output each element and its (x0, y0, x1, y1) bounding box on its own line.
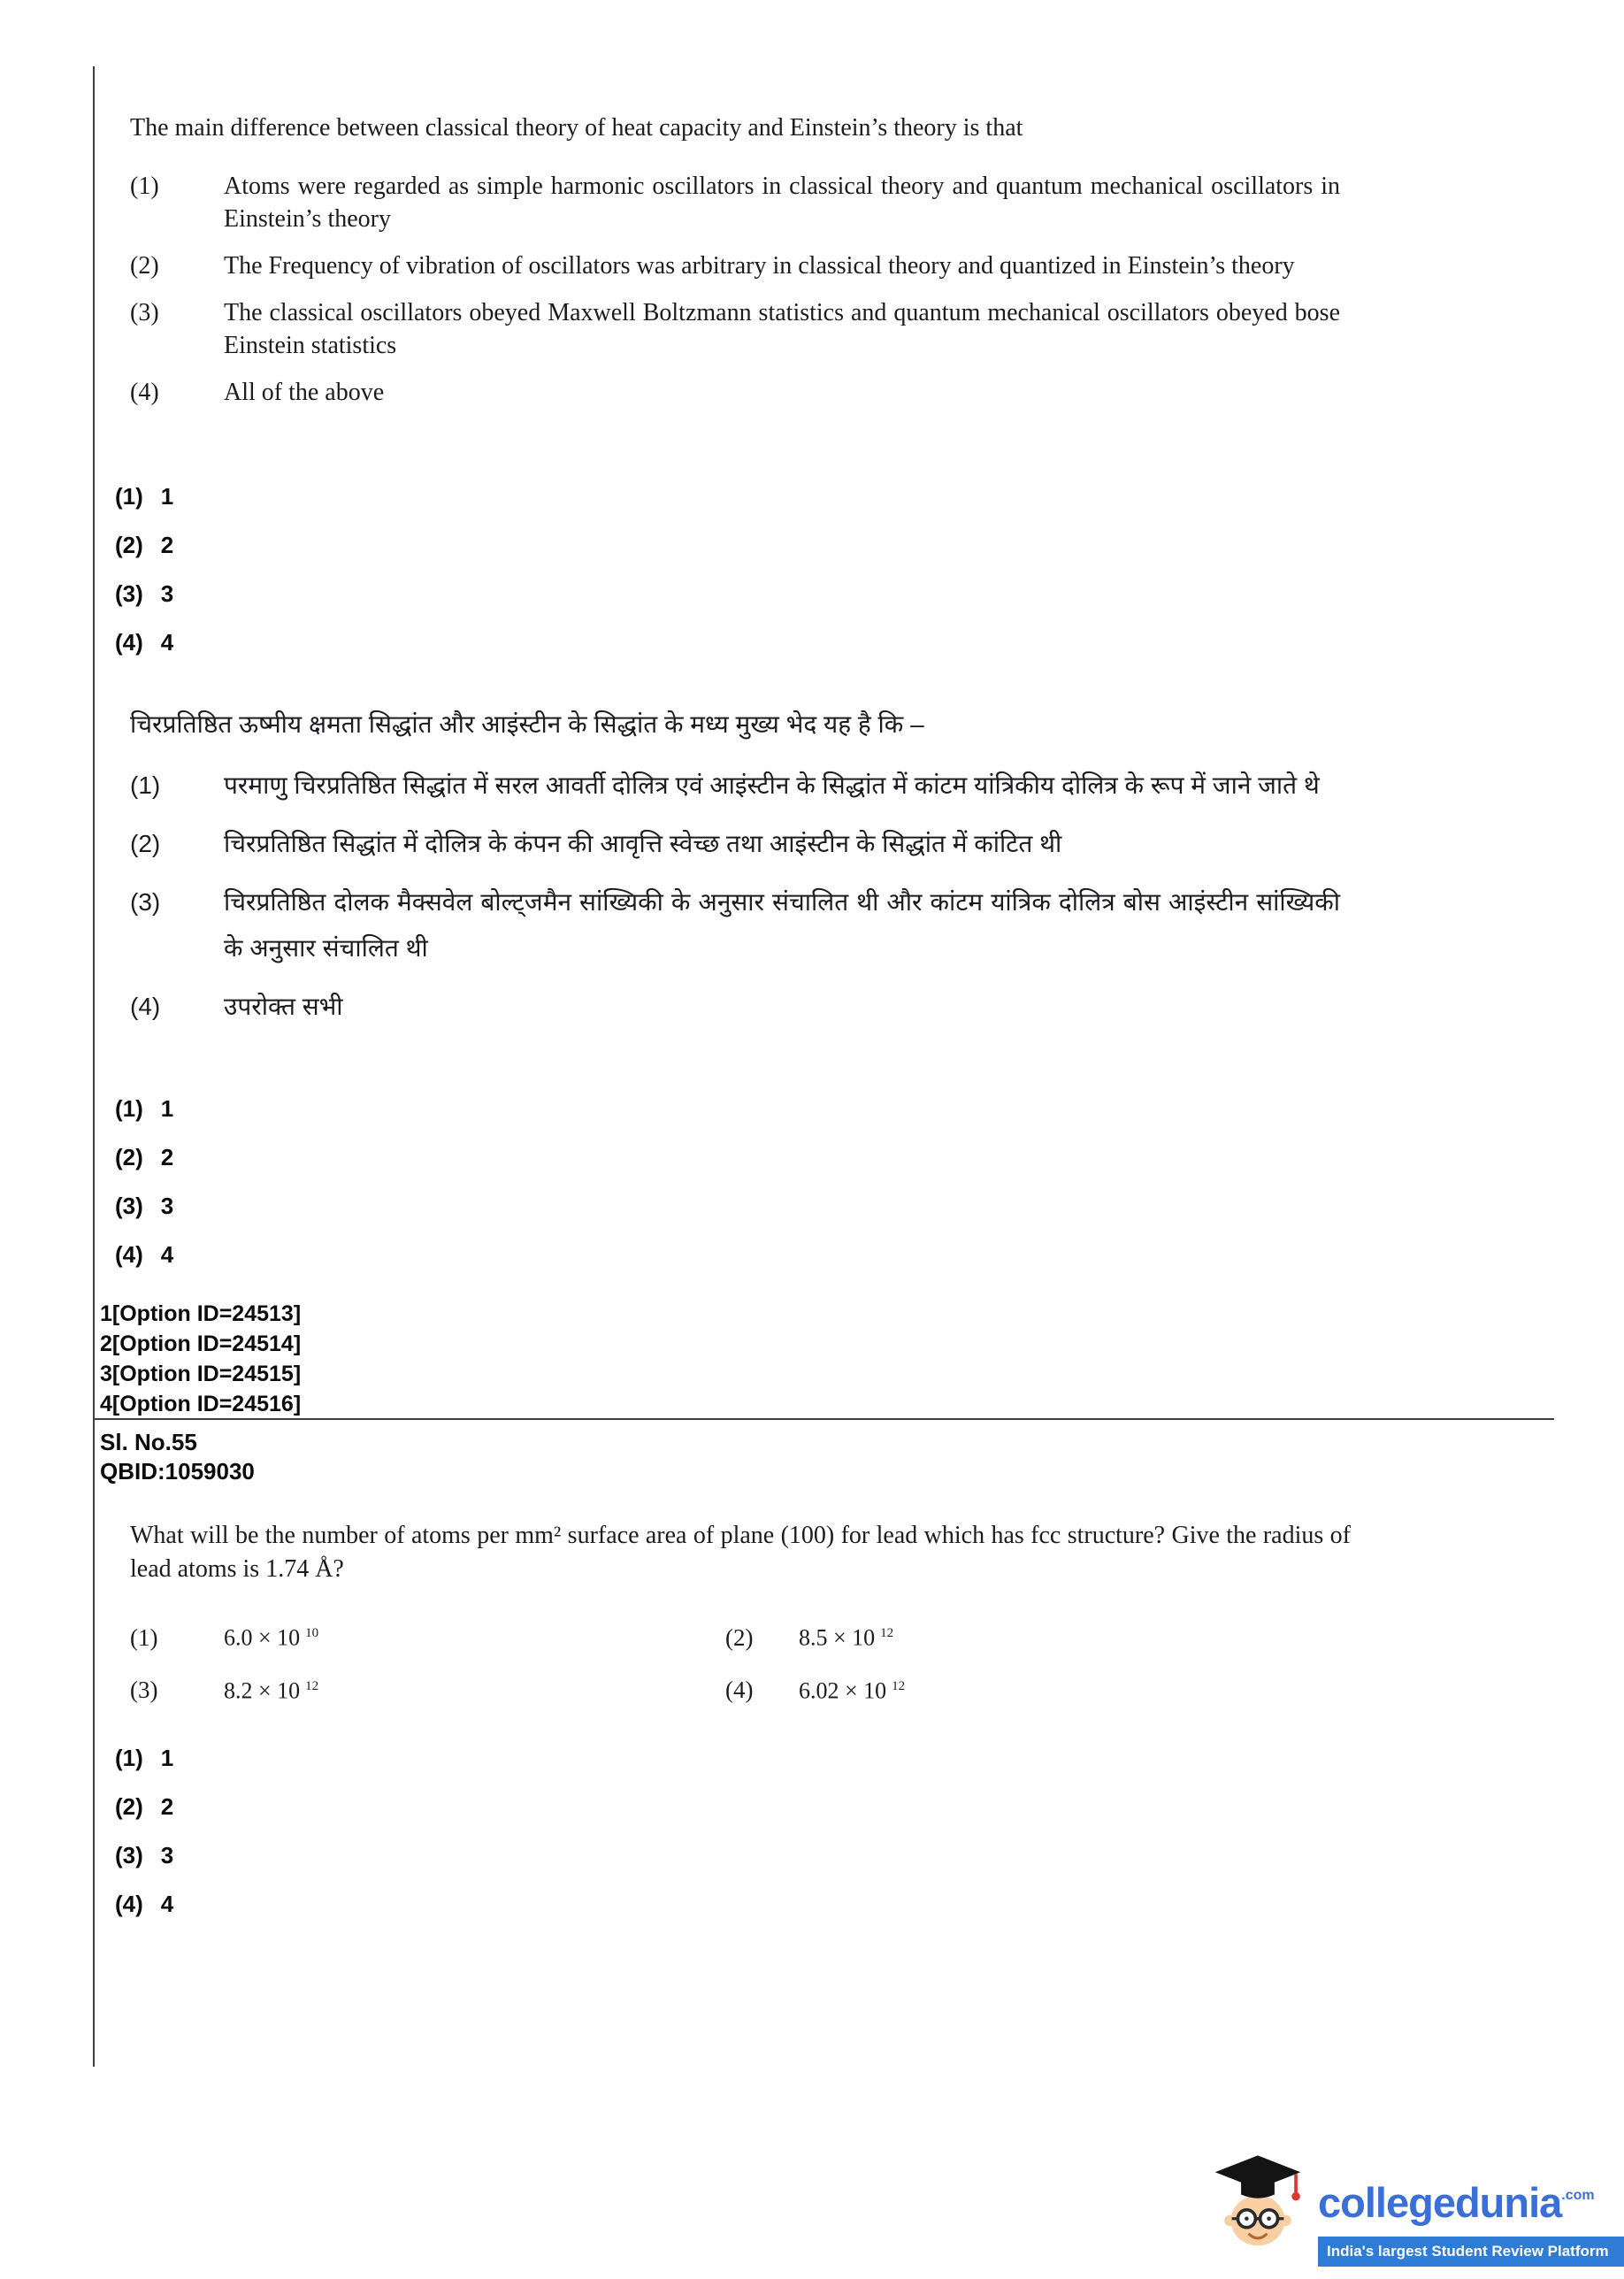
option-number: (2) (130, 830, 161, 857)
option-row (130, 984, 1346, 1030)
option-row (130, 763, 1346, 809)
option-row (130, 296, 1342, 362)
option-number: (4) (130, 993, 161, 1020)
option-number: (1) (130, 1623, 158, 1651)
option-number: (2) (130, 252, 159, 280)
answer-number: (3) (115, 1842, 143, 1868)
answer-value: 4 (160, 1891, 174, 1917)
option-text: परमाणु चिरप्रतिष्ठित सिद्धांत में सरल आवर्ती दोलित्र एवं आइंस्टीन के सिद्धांत में कांटम यांत्रिकीय दोलित्र के रूप में जाने जाते थे (224, 771, 1320, 799)
option-id-line: 1[Option ID=24513] (100, 1301, 302, 1326)
question-text-physics: What will be the number of atoms per mm² surface area of plane (100) for lead which has fcc structure? Give the radius of lead atoms is 1.74 Å? (130, 1522, 1351, 1583)
option-id-list (100, 1299, 301, 1419)
option-row (130, 1672, 1351, 1706)
option-id-line: 4[Option ID=24516] (100, 1392, 302, 1416)
answer-number: (2) (115, 1144, 143, 1170)
option-text: उपरोक्त सभी (224, 993, 343, 1020)
answer-row (115, 631, 173, 654)
answer-value: 2 (160, 1144, 174, 1170)
option-number: (3) (130, 888, 161, 916)
option-row (130, 1619, 1351, 1653)
physics-options-grid (130, 1619, 1351, 1724)
answer-number: (4) (115, 1241, 143, 1268)
brand-tld: .com (1561, 2188, 1595, 2203)
brand-tagline: India's largest Student Review Platform (1318, 2237, 1624, 2267)
answer-value: 2 (160, 1793, 174, 1820)
option-row (130, 376, 1342, 409)
row-divider (93, 1418, 1554, 1420)
answer-row (115, 1892, 173, 1915)
answer-key-list-physics (115, 1746, 173, 1941)
answer-row (115, 1746, 173, 1769)
graduate-mascot-icon (1208, 2148, 1307, 2260)
question-text-english: The main difference between classical theory of heat capacity and Einstein’s theory is that (130, 114, 1023, 142)
option-row (130, 821, 1346, 867)
option-text: चिरप्रतिष्ठित दोलक मैक्सवेल बोल्ट्जमैन सांख्यिकी के अनुसार संचालित थी और कांटम यांत्रिक दोलित्र बोस आइंस्टीन सांख्यिकी के अनुसार संचालित थी (224, 888, 1340, 962)
option-value: 8.2 × 10 $^{12}$ (224, 1677, 319, 1704)
answer-number: (3) (115, 580, 143, 607)
question-text-hindi: चिरप्रतिष्ठित ऊष्मीय क्षमता सिद्धांत और आइंस्टीन के सिद्धांत के मध्य मुख्य भेद यह है कि – (130, 710, 924, 738)
answer-row (115, 533, 173, 556)
option-number: (1) (130, 771, 161, 799)
option-number: (3) (130, 299, 159, 326)
answer-number: (2) (115, 1793, 143, 1820)
english-options-list (130, 170, 1342, 423)
answer-value: 1 (160, 1745, 174, 1771)
answer-value: 4 (160, 1241, 174, 1268)
exponent: 12 (305, 1678, 319, 1693)
brand-name-text: collegedunia (1318, 2179, 1562, 2226)
answer-value: 3 (160, 1842, 174, 1868)
option-value: 8.5 × 10 $^{12}$ (799, 1624, 894, 1651)
option-row (130, 249, 1342, 282)
answer-key-list-hindi (115, 1097, 173, 1292)
answer-value: 1 (160, 483, 174, 510)
option-value: 6.0 × 10 $^{10}$ (224, 1624, 319, 1651)
option-value: 6.02 × 10 $^{12}$ (799, 1677, 906, 1704)
answer-row (115, 1146, 173, 1169)
answer-number: (3) (115, 1193, 143, 1219)
answer-value: 3 (160, 580, 174, 607)
option-id-line: 3[Option ID=24515] (100, 1362, 302, 1386)
answer-number: (1) (115, 483, 143, 510)
answer-number: (4) (115, 629, 143, 656)
answer-row (115, 1097, 173, 1120)
option-id-line: 2[Option ID=24514] (100, 1331, 302, 1356)
exponent: 12 (892, 1678, 906, 1693)
exponent: 10 (305, 1626, 319, 1640)
answer-number: (1) (115, 1745, 143, 1771)
option-number: (3) (130, 1677, 158, 1704)
hindi-options-list (130, 763, 1346, 1042)
option-row (130, 170, 1342, 235)
answer-row (115, 582, 173, 605)
serial-number: Sl. No.55 (100, 1429, 197, 1455)
exponent: 12 (880, 1626, 894, 1640)
answer-row (115, 1795, 173, 1818)
qbid: QBID:1059030 (100, 1458, 255, 1485)
option-text: The Frequency of vibration of oscillators was arbitrary in classical theory and quantized in Einstein’s theory (224, 252, 1295, 280)
option-number: (1) (130, 173, 159, 200)
answer-value: 4 (160, 629, 174, 656)
option-text: चिरप्रतिष्ठित सिद्धांत में दोलित्र के कंपन की आवृत्ति स्वेच्छ तथा आइंस्टीन के सिद्धांत में कांटित थी (224, 830, 1062, 857)
collegedunia-logo (1203, 2145, 1624, 2279)
option-number: (4) (725, 1677, 754, 1704)
answer-value: 3 (160, 1193, 174, 1219)
answer-key-list-english (115, 485, 173, 679)
brand-wordmark (1318, 2178, 1595, 2227)
answer-row (115, 1844, 173, 1867)
answer-row (115, 485, 173, 508)
answer-number: (2) (115, 532, 143, 558)
answer-row (115, 1243, 173, 1266)
answer-value: 1 (160, 1095, 174, 1122)
option-text: Atoms were regarded as simple harmonic oscillators in classical theory and quantum mechanical oscillators in Einstein’s theory (224, 173, 1340, 233)
answer-number: (1) (115, 1095, 143, 1122)
option-text: The classical oscillators obeyed Maxwell Boltzmann statistics and quantum mechanical oscillators obeyed bose Einstein statistics (224, 299, 1340, 359)
option-row (130, 879, 1346, 971)
option-text: All of the above (224, 379, 385, 406)
option-number: (4) (130, 379, 159, 406)
table-left-border (93, 66, 95, 2067)
answer-row (115, 1194, 173, 1217)
answer-value: 2 (160, 532, 174, 558)
option-number: (2) (725, 1623, 754, 1651)
answer-number: (4) (115, 1891, 143, 1917)
